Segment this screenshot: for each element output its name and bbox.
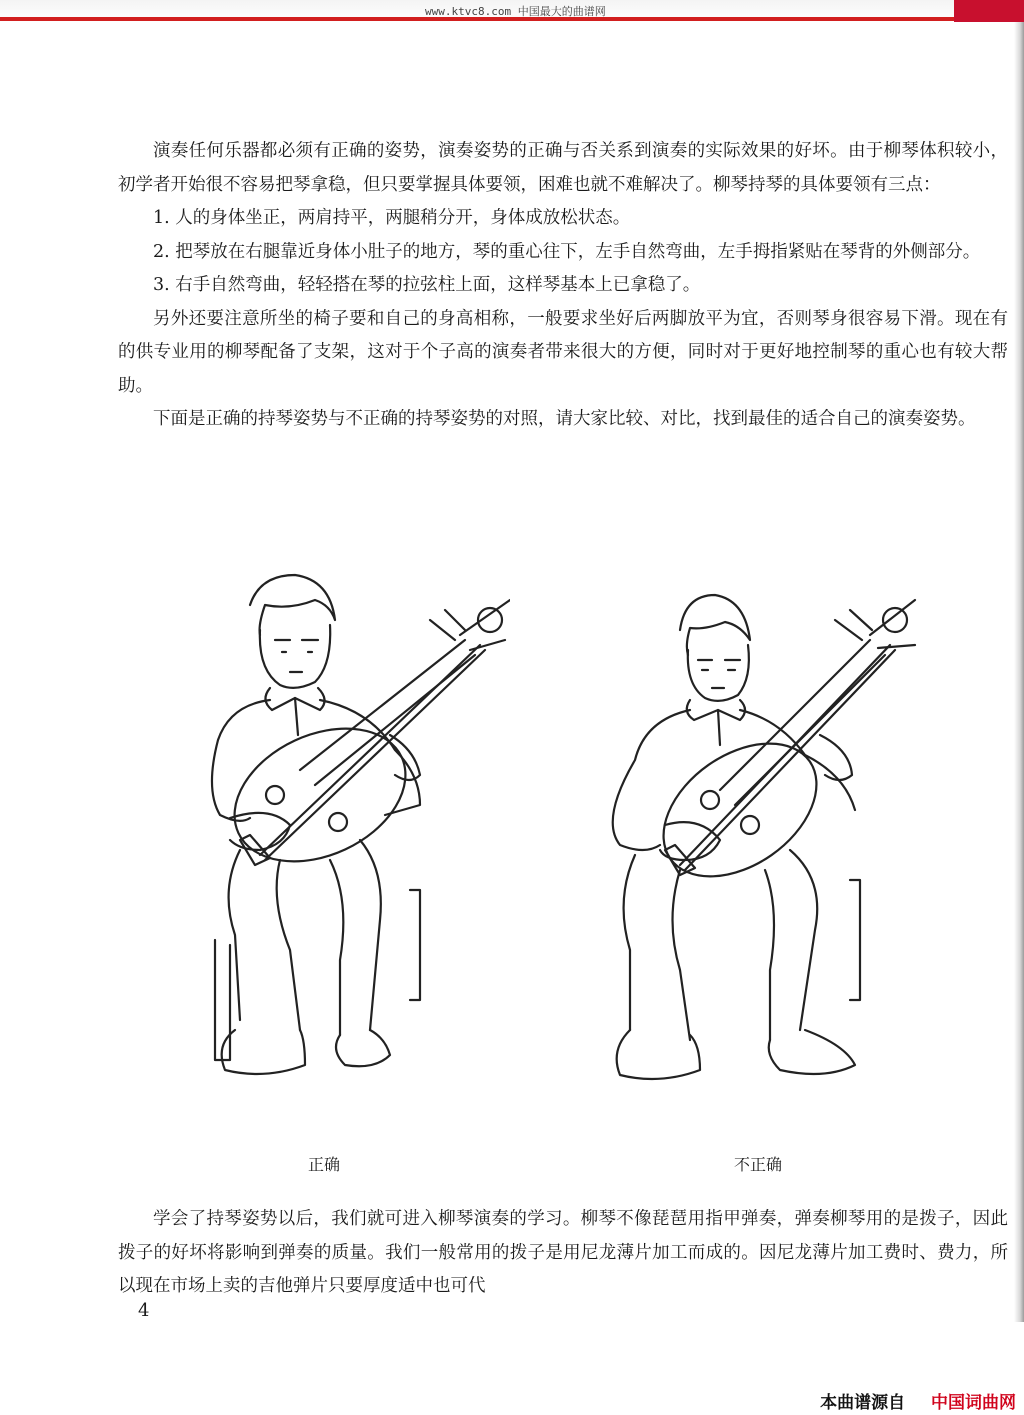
footer-credit <box>820 1388 1016 1413</box>
paragraph-plectrum: 学会了持琴姿势以后，我们就可进入柳琴演奏的学习。柳琴不像琵琶用指甲弹奏，弹奏柳琴用的是拨子，因此拨子的好坏将影响到弹奏的质量。我们一般常用的拨子是用尼龙薄片加工而成的。因尼龙薄片加工费时、费力，所以现在市场上卖的吉他弹片只要厚度适中也可代 <box>118 1209 1008 1296</box>
footer-source-label: 本曲谱源自 <box>820 1393 906 1413</box>
site-url[interactable]: www.ktvc8.com 中国最大的曲谱网 <box>425 5 606 18</box>
header-red-block <box>954 0 1024 22</box>
paragraph-point-1: 1. 人的身体坐正，两肩持平，两腿稍分开，身体成放松状态。 <box>153 208 631 228</box>
page-number: 4 <box>138 1300 150 1321</box>
page-binding-shadow <box>1014 22 1024 1322</box>
top-bar <box>0 0 1024 22</box>
paragraph-comparison: 下面是正确的持琴姿势与不正确的持琴姿势的对照，请大家比较、对比，找到最佳的适合自己的演奏姿势。 <box>153 409 976 429</box>
paragraph-point-2: 2. 把琴放在右腿靠近身体小肚子的地方，琴的重心往下，左手自然弯曲，左手拇指紧贴在琴背的外侧部分。 <box>153 241 981 262</box>
paragraph-chair: 另外还要注意所坐的椅子要和自己的身高相称，一般要求坐好后两脚放平为宜，否则琴身很容易下滑。现在有的供专业用的柳琴配备了支架，这对于个子高的演奏者带来很大的方便，同时对于更好地控制琴的重心也有较大帮助。 <box>118 308 1008 396</box>
footer-brand-link[interactable]: 中国词曲网 <box>931 1393 1016 1413</box>
illustration-incorrect-posture <box>590 560 920 1100</box>
illustration-correct-posture <box>180 560 510 1100</box>
paragraph-intro: 演奏任何乐器都必须有正确的姿势，演奏姿势的正确与否关系到演奏的实际效果的好坏。由于柳琴体积较小，初学者开始很不容易把琴拿稳，但只要掌握具体要领，困难也就不难解决了。柳琴持琴的具体要领有三点： <box>118 141 1008 195</box>
body-text <box>118 135 1008 437</box>
caption-correct: 正确 <box>308 1155 341 1174</box>
paragraph-point-3: 3. 右手自然弯曲，轻轻搭在琴的拉弦柱上面，这样琴基本上已拿稳了。 <box>153 275 701 295</box>
caption-incorrect: 不正确 <box>734 1155 783 1174</box>
body-text-continued <box>118 1203 1008 1304</box>
